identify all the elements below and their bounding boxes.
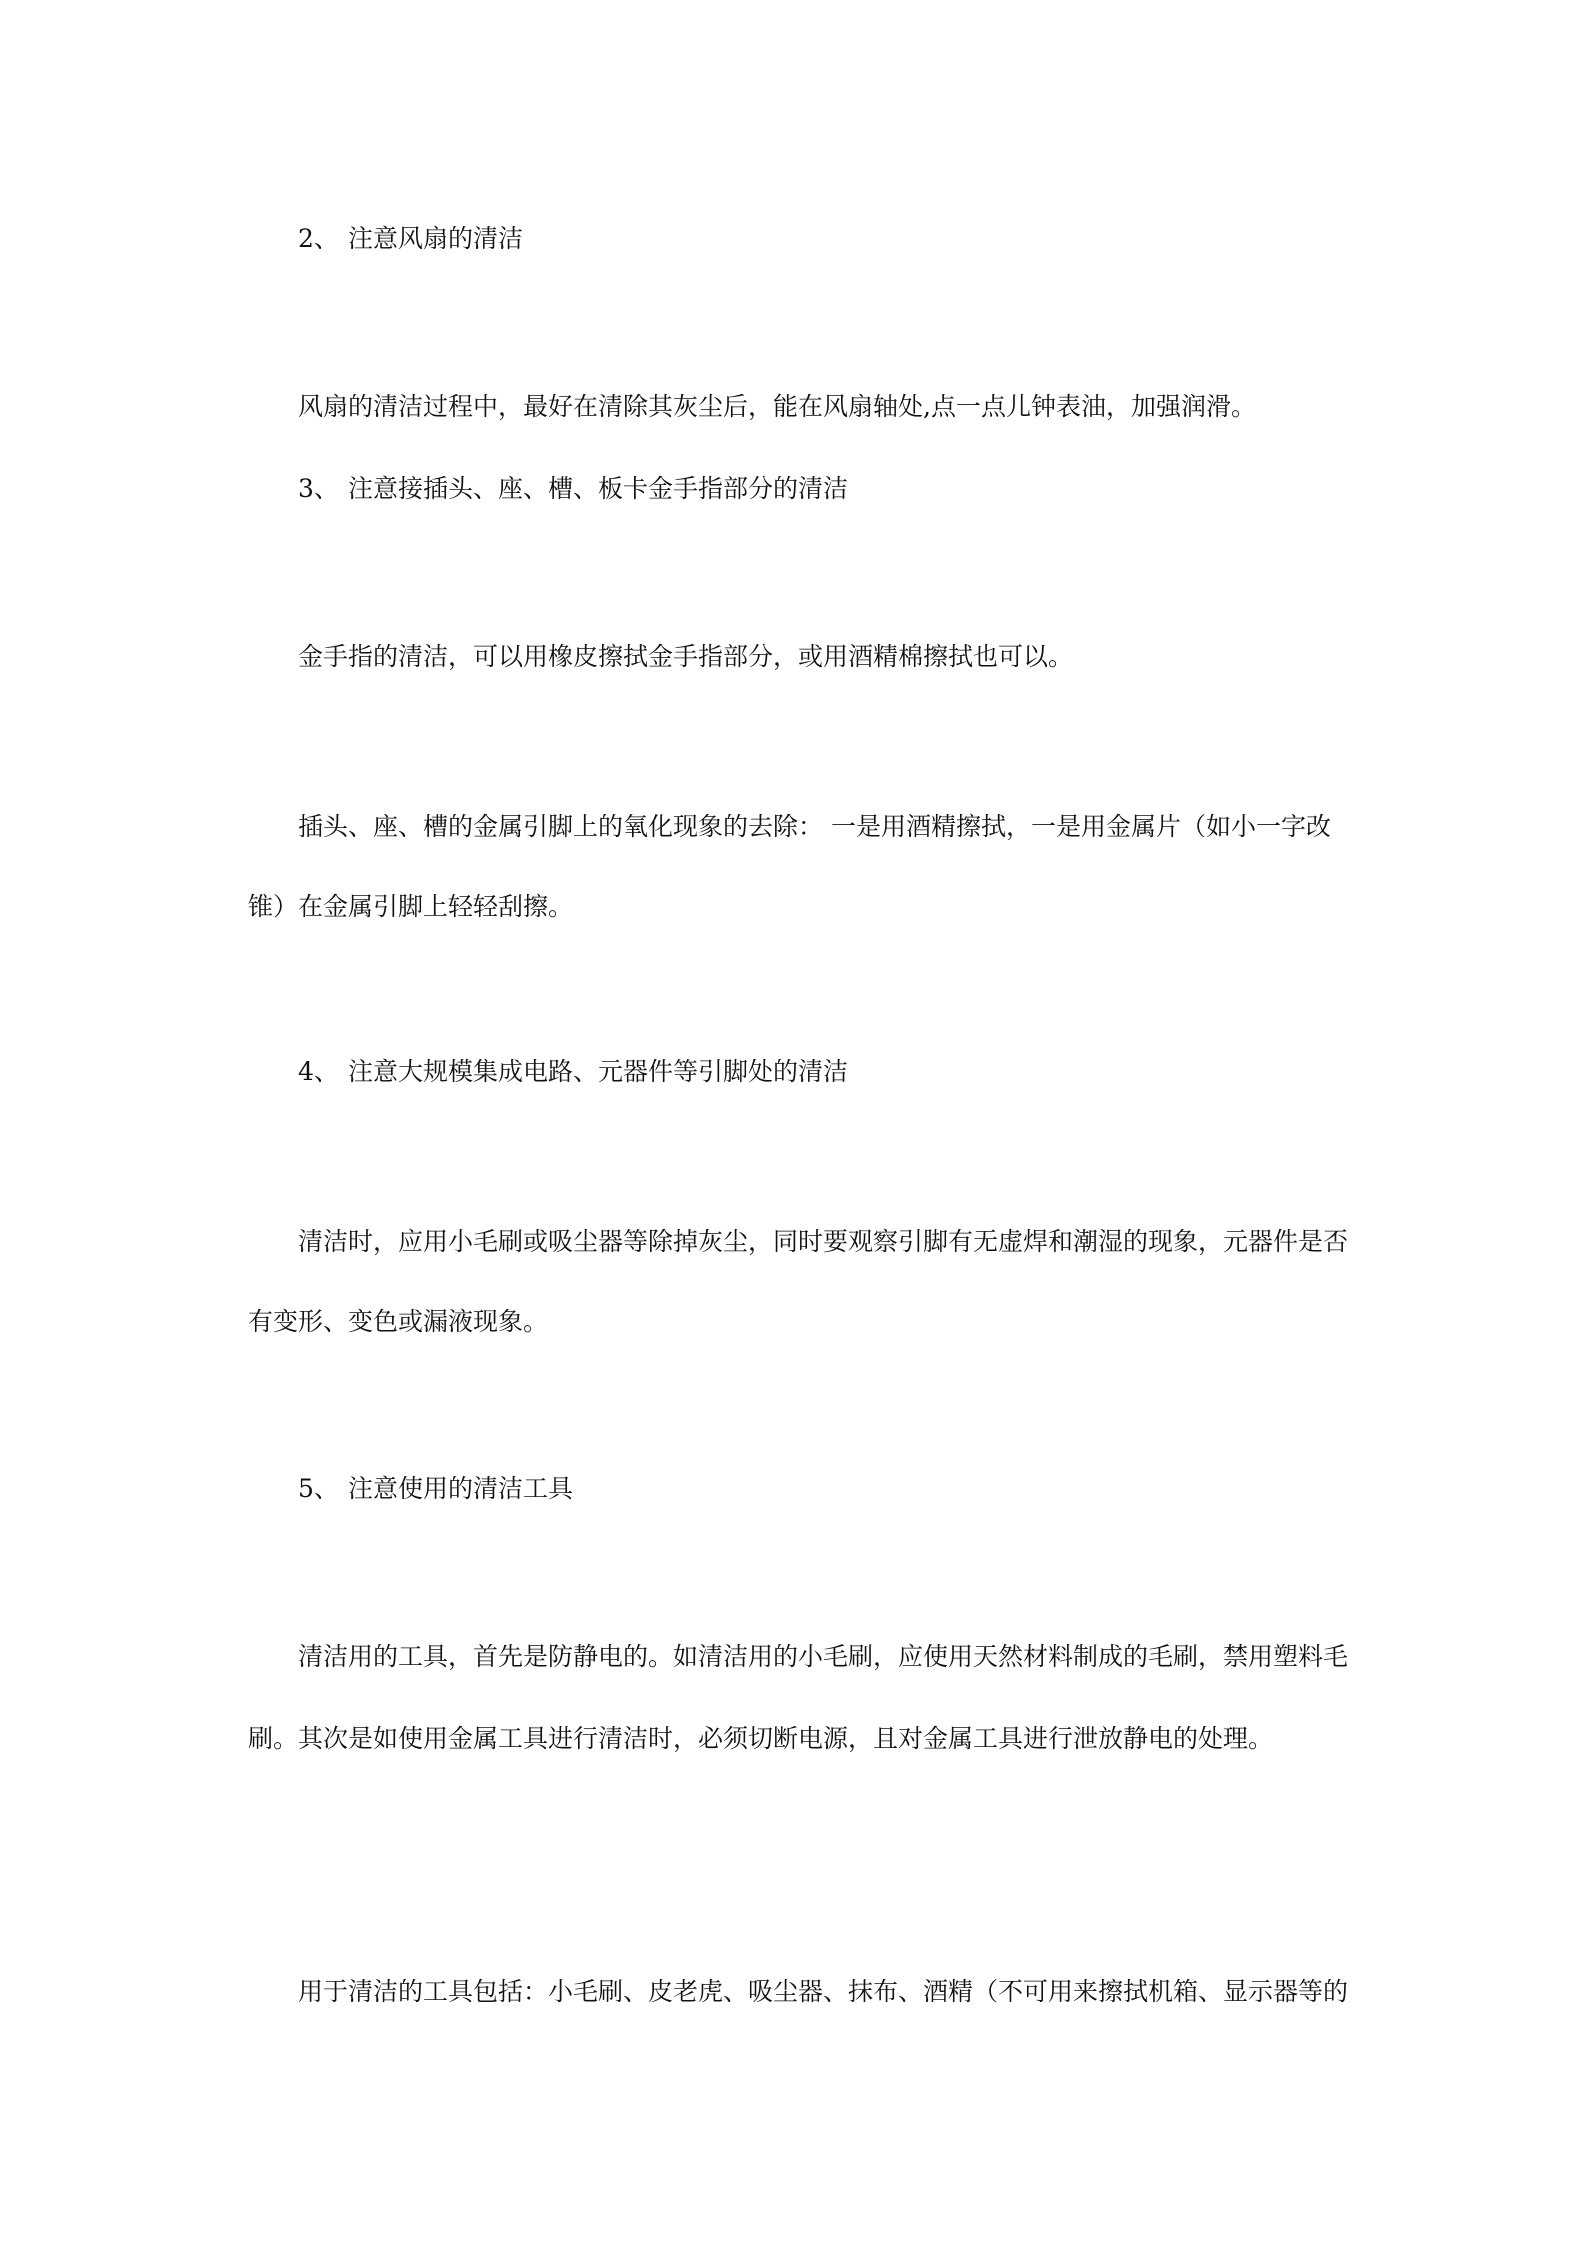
paragraph-gold-finger: 金手指的清洁，可以用橡皮擦拭金手指部分，或用酒精棉擦拭也可以。 xyxy=(298,642,1074,671)
heading-text: 注意使用的清洁工具 xyxy=(348,1474,574,1503)
heading-text: 注意大规模集成电路、元器件等引脚处的清洁 xyxy=(348,1057,849,1086)
heading-connector-cleaning xyxy=(298,472,848,506)
heading-number: 3、 xyxy=(298,474,339,503)
heading-fan-cleaning xyxy=(298,222,523,256)
heading-tools xyxy=(298,1472,573,1506)
paragraph-tools-list: 用于清洁的工具包括：小毛刷、皮老虎、吸尘器、抹布、酒精（不可用来擦拭机箱、显示器等的 xyxy=(298,1977,1349,2006)
heading-number: 4、 xyxy=(298,1057,339,1086)
paragraph-ic-line-2: 有变形、变色或漏液现象。 xyxy=(248,1307,549,1336)
paragraph-oxide-line-1: 插头、座、槽的金属引脚上的氧化现象的去除： 一是用酒精擦拭，一是用金属片（如小一字改 xyxy=(298,812,1331,841)
paragraph-fan: 风扇的清洁过程中，最好在清除其灰尘后，能在风扇轴处,点一点儿钟表油，加强润滑。 xyxy=(298,392,1256,421)
paragraph-tools-line-2: 刷。其次是如使用金属工具进行清洁时，必须切断电源，且对金属工具进行泄放静电的处理。 xyxy=(248,1724,1274,1753)
heading-number: 5、 xyxy=(298,1474,339,1503)
heading-ic-cleaning xyxy=(298,1055,848,1089)
paragraph-tools-line-1: 清洁用的工具，首先是防静电的。如清洁用的小毛刷，应使用天然材料制成的毛刷，禁用塑料毛 xyxy=(298,1642,1349,1671)
heading-text: 注意风扇的清洁 xyxy=(348,224,524,253)
paragraph-oxide-line-2: 锥）在金属引脚上轻轻刮擦。 xyxy=(248,892,574,921)
heading-text: 注意接插头、座、槽、板卡金手指部分的清洁 xyxy=(348,474,849,503)
paragraph-ic-line-1: 清洁时，应用小毛刷或吸尘器等除掉灰尘，同时要观察引脚有无虚焊和潮湿的现象，元器件是否 xyxy=(298,1227,1349,1256)
heading-number: 2、 xyxy=(298,224,339,253)
